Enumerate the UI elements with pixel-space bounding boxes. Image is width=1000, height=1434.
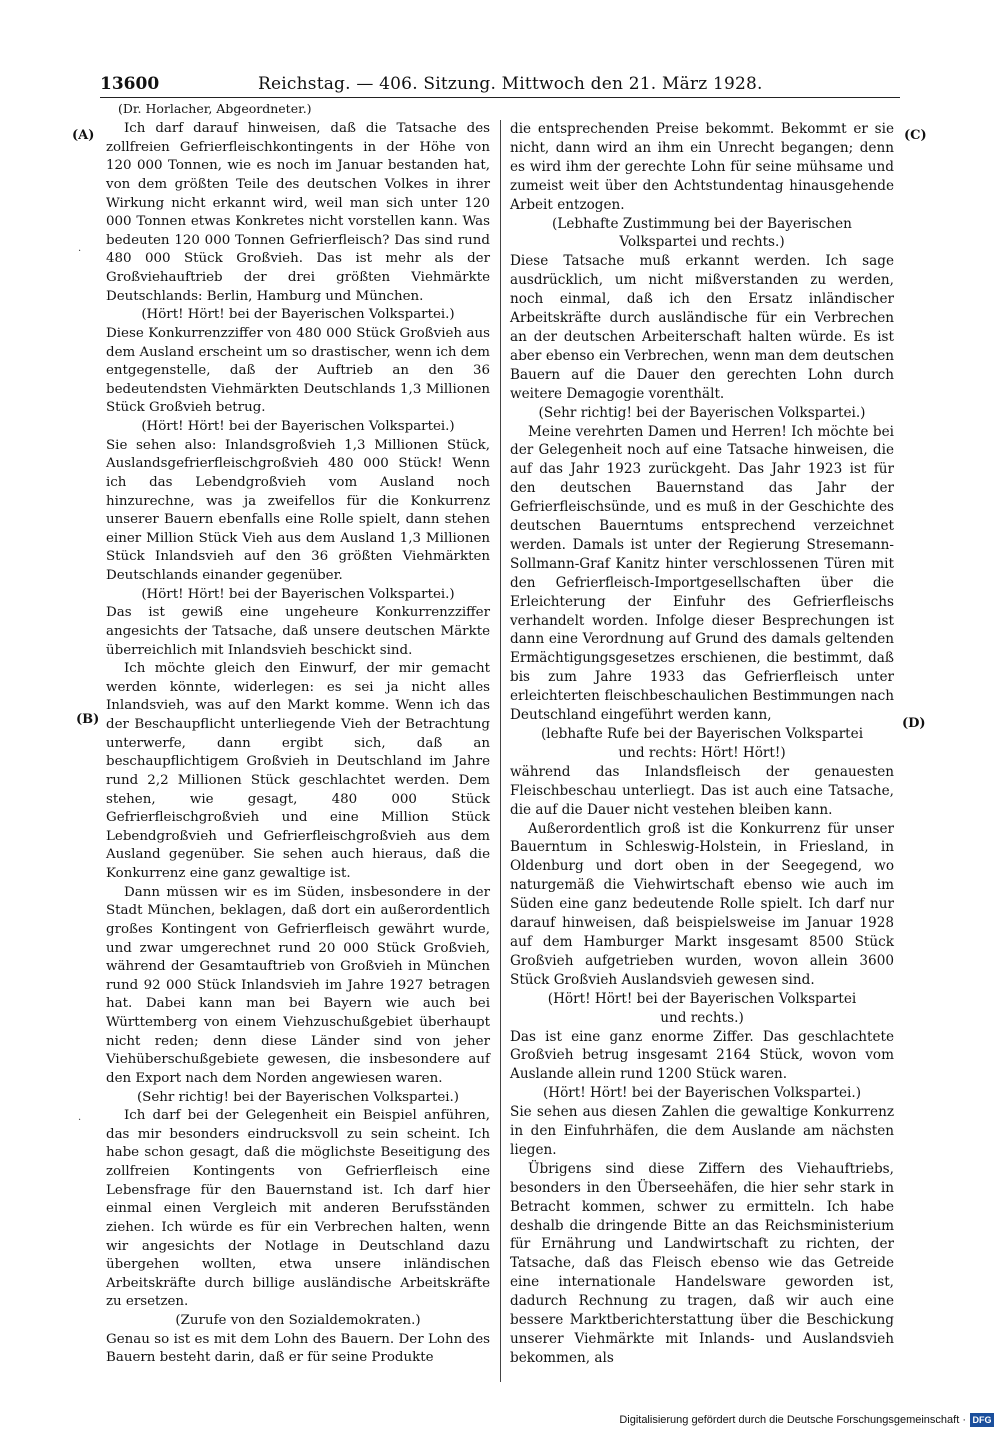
paragraph: Ich darf bei der Gelegenheit ein Beispiel anführen, das mir besonders eindrucksvoll zu sein scheint. Ich habe schon gesagt, daß die möglichste Beseitigung des zollfreien Kontingents von Gefrierfleisch eine Lebensfrage für den Bauernstand ist. Ich darf hier einmal einen Vergleich mit anderen Berufsständen ziehen. Ich würde es für ein Verbrechen halten, wenn wir angesichts der Notlage in Deutschland dazu übergehen wollten, etwa unsere inländischen Arbeitskräfte durch billige ausländische Arbeitskräfte zu ersetzen. bbox=[106, 1108, 490, 1310]
right-column bbox=[510, 120, 894, 1368]
digitization-credit: Digitalisierung gefördert durch die Deutsche Forschungsgemeinschaft · bbox=[619, 1414, 966, 1426]
dfg-logo: DFG bbox=[970, 1413, 994, 1427]
paragraph: während das Inlandsfleisch der genauesten Fleischbeschau unterliegt. Das ist auch eine Tatsache, die auf die Dauer nicht vestehen bleiben kann. bbox=[510, 763, 894, 818]
paragraph: Ich möchte gleich den Einwurf, der mir gemacht werden könnte, widerlegen: es sei ja nicht alles Inlandsvieh, was auf den Markt komme. Wenn ich das der Beschaupflicht unterliegende Vieh der Betrachtung unterwerfe, dann ergibt sich, daß an beschaupflichtigem Großvieh in Deutschland im Jahre rund 2,2 Millionen Stück geschlachtet werden. Dem stehen, wie gesagt, 480 000 Stück Gefrierfleischgroßvieh und eine Million Stück Lebendgroßvieh und Gefrierfleischgroßvieh aus dem Ausland gegenüber. Sie sehen auch hieraus, daß die Konkurrenz eine ganz gewaltige ist. bbox=[106, 661, 490, 881]
margin-dot: · bbox=[78, 1115, 82, 1126]
paragraph: Diese Konkurrenzziffer von 480 000 Stück Großvieh aus dem Ausland erscheint um so drastischer, wenn ich dem entgegenstelle, daß der Auftrieb an den 36 bedeutendsten Viehmärkten Deutschlands 1,3 Millionen Stück Großvieh betrug. bbox=[106, 325, 490, 416]
interjection: (Sehr richtig! bei der Bayerischen Volkspartei.) bbox=[136, 1089, 460, 1105]
paragraph: Das ist gewiß eine ungeheure Konkurrenzziffer angesichts der Tatsache, daß unsere deutschen Märkte überreichlich mit Inlandsvieh beschickt sind. bbox=[106, 605, 490, 658]
speaker-line: (Dr. Horlacher, Abgeordneter.) bbox=[118, 101, 312, 116]
interjection: (Hört! Hört! bei der Bayerischen Volkspartei.) bbox=[141, 419, 455, 434]
margin-marker-a: (A) bbox=[72, 128, 95, 143]
paragraph: Sie sehen also: Inlandsgroßvieh 1,3 Millionen Stück, Auslandsgefrierfleischgroßvieh 480 000 Stück! Wenn ich das Lebendgroßvieh vom Ausland noch hinzurechne, was ja zweifellos für die Konkurrenz unserer Bauern ebenfalls eine Rolle spielt, dann stehen einer Million Stück Vieh aus dem Ausland 1,3 Millionen Stück Inlandsvieh auf den 36 größten Viehmärkten Deutschlands einander gegenüber. bbox=[106, 437, 490, 583]
interjection: (Hört! Hört! bei der Bayerischen Volkspartei.) bbox=[141, 307, 455, 323]
running-head: Reichstag. — 406. Sitzung. Mittwoch den 21. März 1928. bbox=[258, 74, 763, 94]
margin-dot: · bbox=[78, 246, 82, 257]
header-rule bbox=[100, 97, 900, 98]
paragraph: Genau so ist es mit dem Lohn des Bauern. Der Lohn des Bauern besteht darin, daß er für seine Produkte bbox=[106, 1331, 490, 1366]
interjection: (Sehr richtig! bei der Bayerischen Volkspartei.) bbox=[538, 404, 866, 421]
interjection: (lebhafte Rufe bei der Bayerischen Volkspartei und rechts: Hört! Hört!) bbox=[540, 726, 864, 761]
interjection: (Zurufe von den Sozialdemokraten.) bbox=[175, 1313, 421, 1328]
left-column bbox=[106, 120, 490, 1368]
margin-marker-b: (B) bbox=[76, 712, 100, 727]
page-number: 13600 bbox=[100, 74, 160, 94]
paragraph: die entsprechenden Preise bekommt. Bekommt er sie nicht, dann wird an ihm ein Unrecht begangen; denn es wird ihm der gerechte Lohn für seine mühsame und zumeist weit über den Achtstundentag hinausgehende Arbeit entzogen. bbox=[510, 121, 894, 213]
interjection: (Hört! Hört! bei der Bayerischen Volkspartei.) bbox=[141, 586, 455, 602]
interjection: (Hört! Hört! bei der Bayerischen Volkspartei und rechts.) bbox=[547, 990, 857, 1026]
paragraph: Ich darf darauf hinweisen, daß die Tatsache des zollfreien Gefrierfleischkontingents in der Höhe von 120 000 Tonnen, wie es noch im Januar bestanden hat, von dem größten Teile des deutschen Volkes in ihrer Wirkung nicht erkannt wird, weil man sich unter 120 000 Tonnen etwas Konkretes nicht vorstellen kann. Was bedeuten 120 000 Tonnen Gefrierfleisch? Das sind rund 480 000 Stück Großvieh. Das ist mehr als der Großviehauftrieb der drei größten Viehmärkte Deutschlands: Berlin, Hamburg und München. bbox=[106, 121, 490, 304]
column-divider bbox=[500, 120, 501, 1382]
paragraph: Meine verehrten Damen und Herren! Ich möchte bei der Gelegenheit noch auf eine Tatsache hinweisen, die auf das Jahr 1923 zurückgeht. Das Jahr 1923 ist für den deutschen Bauernstand das Jahr der Gefrierfleischsünde, und es muß in der Geschichte des deutschen Bauerntums entsprechend verzeichnet werden. Damals ist unter der Regierung Stresemann-Sollmann-Graf Kanitz hinter verschlossenen Türen mit den Gefrierfleisch-Importgesellschaften über die Erleichterung der Einfuhr des Gefrierfleischs verhandelt worden. Infolge dieser Besprechungen ist dann eine Verordnung auf Grund des damals geltenden Ermächtigungsgesetzes erschienen, die bestimmt, daß bis zum Jahre 1933 das Gefrierfleisch unter erleichterten fleischbeschaulichen Bestimmungen nach Deutschland eingeführt werden kann, bbox=[510, 423, 894, 724]
paragraph: Sie sehen aus diesen Zahlen die gewaltige Konkurrenz in den Einfuhrhäfen, die dem Auslande am nächsten liegen. bbox=[510, 1104, 894, 1158]
paragraph: Übrigens sind diese Ziffern des Viehauftriebs, besonders in den Überseehäfen, die hier sehr stark in Betracht kommen, schwer zu ermitteln. Ich habe deshalb die dringende Bitte an das Reichsministerium für Ernährung und Landwirtschaft zu richten, der Tatsache, daß das Fleisch ebenso wie das Getreide eine internationale Handelsware geworden ist, dadurch Rechnung zu tragen, daß wir auch eine bessere Marktberichterstattung über die Beschickung unserer Viehmärkte mit Inlands- und Auslandsvieh bekommen, als bbox=[510, 1160, 894, 1366]
paragraph: Das ist eine ganz enorme Ziffer. Das geschlachtete Großvieh betrug insgesamt 2164 Stück, wovon vom Auslande allein rund 1200 Stück waren. bbox=[510, 1028, 894, 1083]
margin-marker-c: (C) bbox=[904, 128, 927, 143]
paragraph: Außerordentlich groß ist die Konkurrenz für unser Bauerntum in Schleswig-Holstein, in Friesland, in Oldenburg und dort oben in der Seegegend, wo naturgemäß die Viehwirtschaft ebenso wie auch im Süden eine ganz bedeutende Rolle spielt. Ich darf nur darauf hinweisen, daß beispielsweise im Januar 1928 auf dem Hamburger Markt insgesamt 8500 Stück Großvieh aufgetrieben wurden, wovon allein 3600 Stück Großvieh Auslandsvieh gewesen sind. bbox=[510, 820, 894, 988]
interjection: (Lebhafte Zustimmung bei der Bayerischen Volkspartei und rechts.) bbox=[552, 215, 852, 251]
interjection: (Hört! Hört! bei der Bayerischen Volkspartei.) bbox=[542, 1085, 862, 1102]
paragraph: Diese Tatsache muß erkannt werden. Ich sage ausdrücklich, um nicht mißverstanden zu werden, noch einmal, daß ich den Ersatz inländischer Arbeitskräfte durch ausländische für ein Verbrechen an der deutschen Arbeiterschaft halten würde. Es ist aber ebenso ein Verbrechen, wenn man dem deutschen Bauern auf die Dauer den gerechten Lohn durch weitere Demagogie vorenthält. bbox=[510, 253, 894, 402]
margin-marker-d: (D) bbox=[902, 716, 926, 731]
paragraph: Dann müssen wir es im Süden, insbesondere in der Stadt München, beklagen, daß dort ein außerordentlich großes Kontingent von Gefrierfleisch gewährt wurde, und zwar umgerechnet rund 20 000 Stück Großvieh, während der Gesamtauftrieb von Großvieh in München rund 92 000 Stück Inlandsvieh im Jahre 1927 betragen hat. Dabei kann man bei Bayern wie auch bei Württemberg von einem Viehzuschußgebiet überhaupt nicht reden; denn diese Länder sind von jeher Viehüberschußgebiete gewesen, die insbesondere auf den Export nach dem Norden angewiesen waren. bbox=[106, 884, 490, 1086]
